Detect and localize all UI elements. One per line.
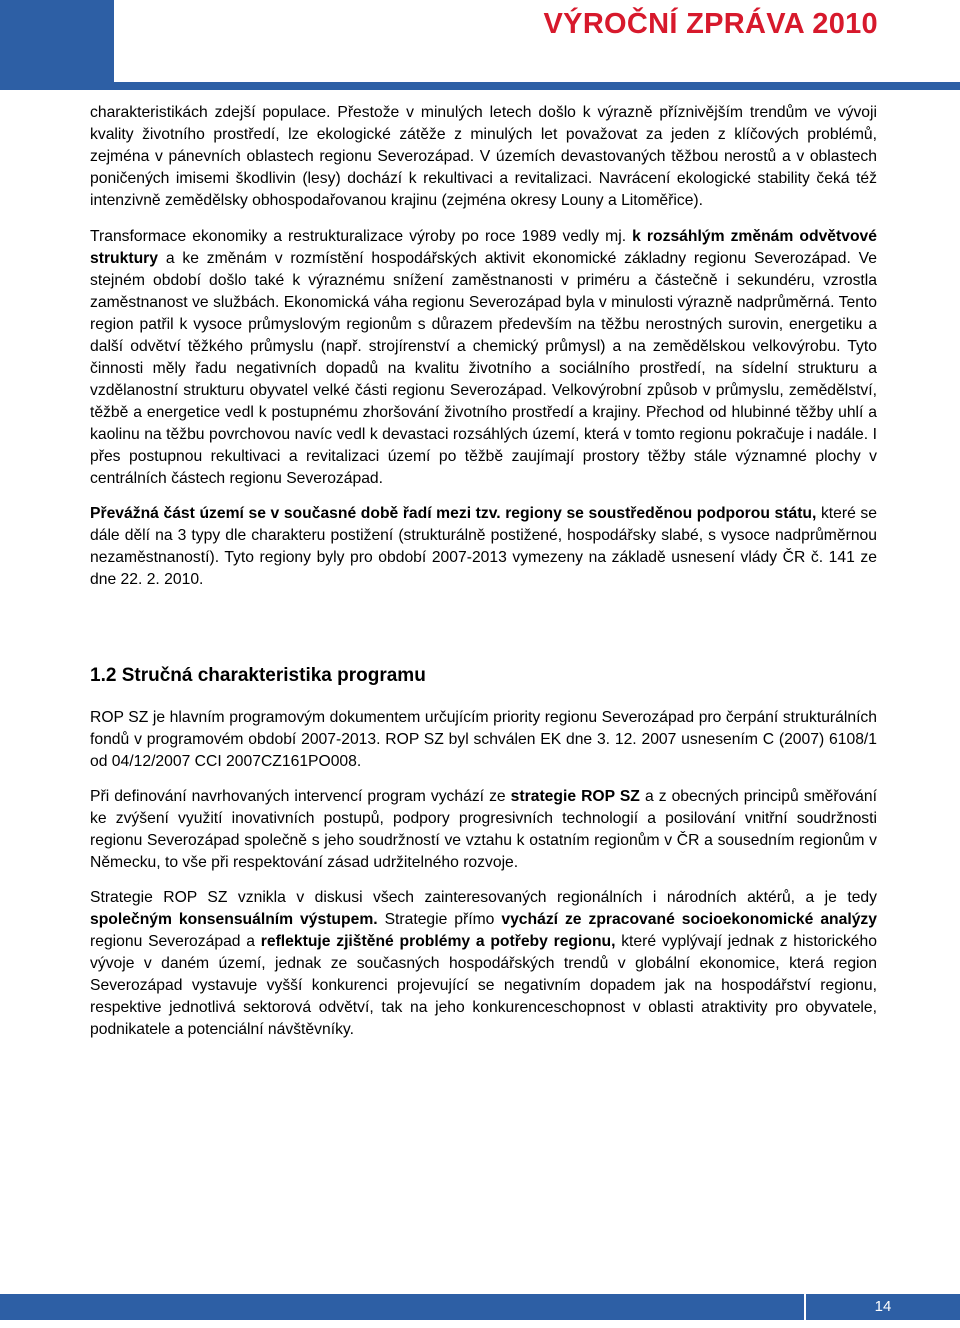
paragraph-strategy-bold-2: vychází ze zpracované socioekonomické analýzy — [501, 911, 878, 928]
paragraph-strategy-text-3: regionu Severozápad a — [90, 933, 261, 950]
paragraph-regions — [90, 503, 877, 591]
paragraph-interventions-bold: strategie ROP SZ — [510, 788, 640, 805]
header-logo-block — [0, 0, 114, 90]
paragraph-strategy-text-4: které vyplývají jednak z historického vývoje v daném území, jednak ze současných hospodářských trendů v globální ekonomice, která region Severozápad vystavuje vyšší konkurenci projevující se negativním dopadem jak na hospodářství regionu, respektive jednotlivá sektorová odvětví, tak na jeho konkurenceschopnost v oblasti atraktivity pro obyvatele, podnikatele a potenciální návštěvníky. — [90, 933, 877, 1038]
paragraph-interventions-text-1: Při definování navrhovaných intervencí program vychází ze — [90, 788, 511, 805]
paragraph-regions-bold: Převážná část území se v současné době řadí mezi tzv. regiony se soustředěnou podporou státu, — [90, 505, 817, 522]
page-number: 14 — [874, 1298, 892, 1315]
paragraph-strategy-text-1: Strategie ROP SZ vznikla v diskusi všech zainteresovaných regionálních i národních aktérů, a je tedy — [90, 889, 877, 906]
paragraph-economy-text-1: Transformace ekonomiky a restrukturalizace výroby po roce 1989 vedly mj. — [90, 228, 633, 245]
paragraph-strategy-bold-3: reflektuje zjištěné problémy a potřeby regionu, — [260, 933, 616, 950]
paragraph-strategy — [90, 887, 877, 1041]
paragraph-strategy-bold-1: společným konsensuálním výstupem. — [90, 911, 378, 928]
document-body — [90, 102, 877, 1054]
paragraph-economy-text-2: a ke změnám v rozmístění hospodářských aktivit ekonomické základny regionu Severozápad. Ve stejném období došlo také k výraznému snížení zaměstnanosti v priméru a částečně i sekundéru, vzrostla zaměstnanost ve službách. Ekonomická váha regionu Severozápad byla v minulosti výrazně nadprůměrná. Tento region patřil k vysoce průmyslovým regionům s důrazem především na těžbu nerostných surovin, energetiku a další odvětví těžkého průmyslu (např. strojírenství a chemický průmysl) a na zemědělskou velkovýrobu. Tyto činnosti měly řadu negativních dopadů na kvalitu životního a sociálního prostředí, na sídelní strukturu a vzdělanostní strukturu obyvatel velké části regionu Severozápad. Velkovýrobní způsob v průmyslu, zemědělství, těžbě a energetice vedl k postupnému zhoršování životního prostředí a krajiny. Přechod od hlubinné těžby uhlí a kaolinu na těžbu povrchovou navíc vedl k devastaci rozsáhlých území, která v tomto regionu pokračuje i nadále. I přes postupnou rekultivaci a revitalizaci území po těžbě zaujímají prostory těžby stále významné plochy v centrálních částech regionu Severozápad. — [90, 250, 877, 487]
paragraph-environment: charakteristikách zdejší populace. Přestože v minulých letech došlo k výrazně příznivějším trendům ve vývoji kvality životního prostředí, lze ekologické zátěže z minulých let považovat za jeden z klíčových problémů, zejména v pánevních oblastech regionu Severozápad. V územích devastovaných těžbou nerostů a v oblastech poničených imisemi škodlivin (lesy) dochází k rekultivaci a revitalizaci. Navrácení ekologické stability čeká též intenzivně zemědělsky obhospodařovanou krajinu (zejména okresy Louny a Litoměřice). — [90, 104, 877, 209]
header-bar — [114, 82, 960, 90]
paragraph-economy-bold-1: k rozsáhlým změnám odvětvové struktury — [90, 228, 877, 267]
paragraph-program: ROP SZ je hlavním programovým dokumentem určujícím priority regionu Severozápad pro čerpání strukturálních fondů v programovém období 2007-2013. ROP SZ byl schválen EK dne 3. 12. 2007 usnesením C (2007) 6108/1 od 04/12/2007 CCI 2007CZ161PO008. — [90, 709, 877, 770]
paragraph-regions-text: které se dále dělí na 3 typy dle charakteru postižení (strukturálně postižené, hospodářsky slabé, s vysoce nadprůměrnou nezaměstnaností). Tyto regiony byly pro období 2007-2013 vymezeny na základě usnesení vlády ČR č. 141 ze dne 22. 2. 2010. — [90, 505, 877, 588]
footer-bar — [0, 1294, 806, 1320]
section-heading: 1.2 Stručná charakteristika programu — [90, 665, 426, 686]
paragraph-strategy-text-2: Strategie přímo — [377, 911, 502, 928]
paragraph-economy — [90, 226, 877, 490]
paragraph-interventions-text-2: a z obecných principů směřování ke zvýšení využití inovativních postupů, podpory progresivních technologií a posilování vnitřní soudržnosti regionu Severozápad společně s jeho soudržností ve vztahu k ostatním regionům v ČR a sousedním regionům v Německu, to vše při respektování zásad udržitelného rozvoje. — [90, 788, 877, 871]
report-title: VÝROČNÍ ZPRÁVA 2010 — [543, 8, 878, 40]
paragraph-interventions — [90, 786, 877, 874]
